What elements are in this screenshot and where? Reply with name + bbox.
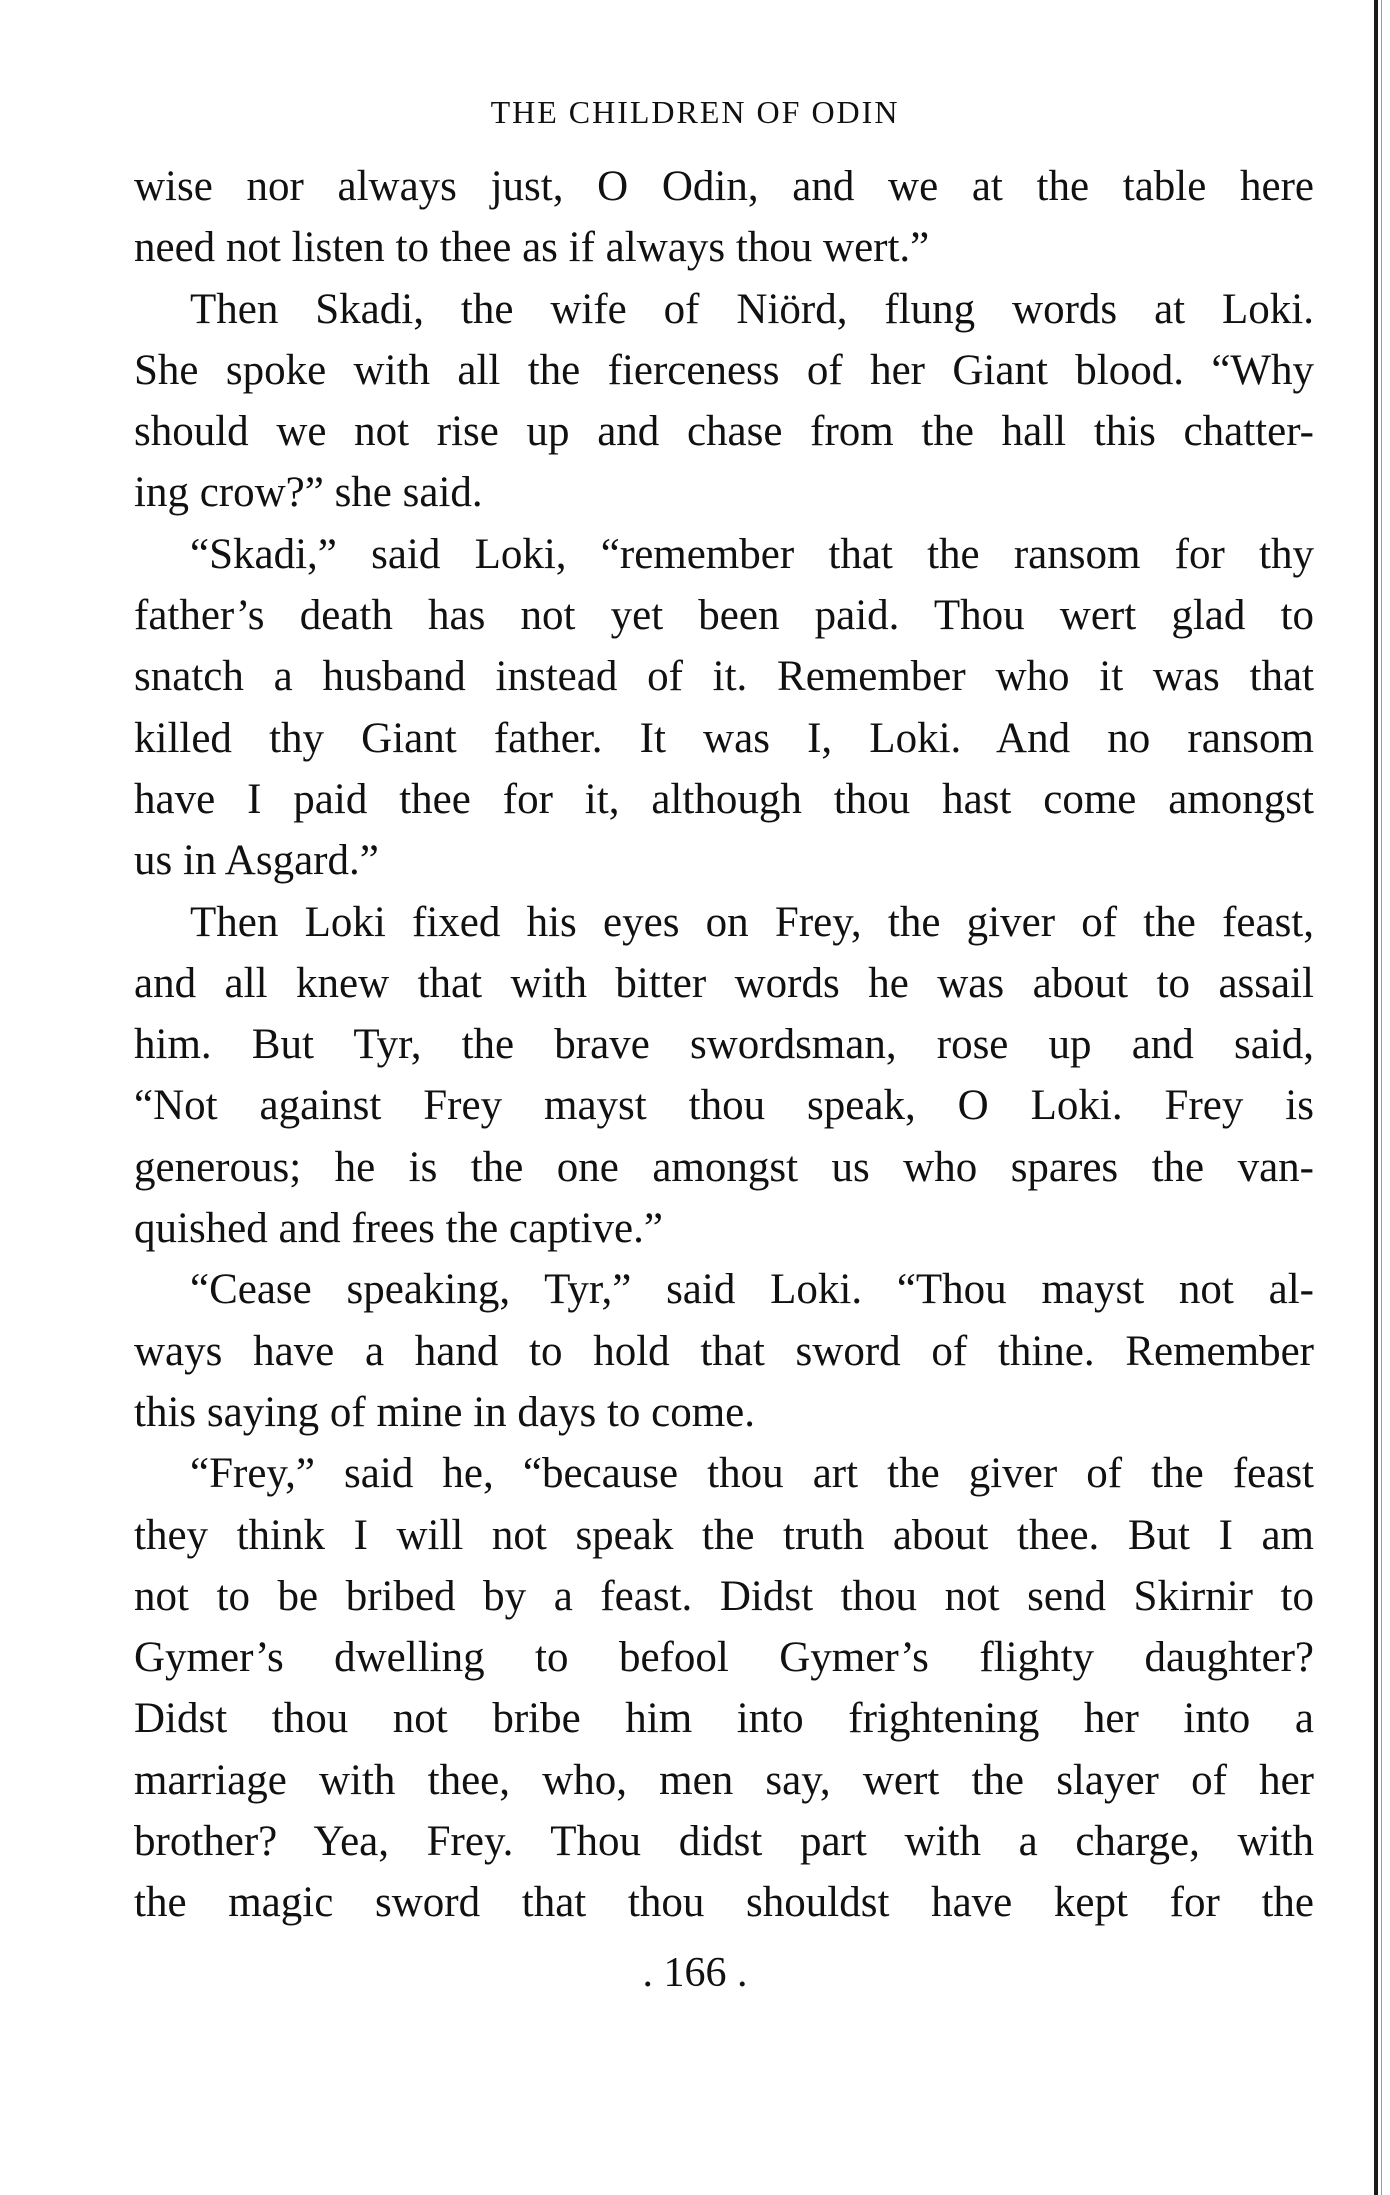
text-line: and all knew that with bitter words he was about to assail bbox=[134, 959, 1314, 1007]
text-line: ways have a hand to hold that sword of thine. Remember bbox=[134, 1327, 1314, 1375]
text-line: killed thy Giant father. It was I, Loki. And no ransom bbox=[134, 714, 1314, 762]
text-line: “Cease speaking, Tyr,” said Loki. “Thou mayst not al- bbox=[190, 1266, 1314, 1314]
text-line: not to be bribed by a feast. Didst thou not send Skirnir to bbox=[134, 1572, 1314, 1620]
body-text bbox=[134, 156, 1314, 1934]
text-line: quished and frees the captive.” bbox=[134, 1205, 663, 1253]
text-line: snatch a husband instead of it. Remember who it was that bbox=[134, 653, 1314, 701]
text-line: Gymer’s dwelling to befool Gymer’s flighty daughter? bbox=[134, 1634, 1314, 1682]
text-line: marriage with thee, who, men say, wert the slayer of her bbox=[134, 1756, 1314, 1804]
text-line: should we not rise up and chase from the hall this chatter- bbox=[134, 408, 1314, 456]
text-line: need not listen to thee as if always thou wert.” bbox=[134, 224, 930, 272]
text-line: this saying of mine in days to come. bbox=[134, 1388, 756, 1436]
text-line: Then Skadi, the wife of Niörd, flung words at Loki. bbox=[190, 285, 1314, 333]
text-line: they think I will not speak the truth about thee. But I am bbox=[134, 1511, 1314, 1559]
text-line: wise nor always just, O Odin, and we at the table here bbox=[134, 163, 1314, 210]
text-line: Then Loki fixed his eyes on Frey, the giver of the feast, bbox=[190, 898, 1314, 946]
text-line: She spoke with all the fierceness of her Giant blood. “Why bbox=[134, 346, 1314, 394]
text-line: him. But Tyr, the brave swordsman, rose up and said, bbox=[134, 1021, 1314, 1069]
page-number: . 166 . bbox=[642, 1950, 748, 1996]
text-line: ing crow?” she said. bbox=[134, 469, 483, 517]
running-head: THE CHILDREN OF ODIN bbox=[490, 94, 900, 130]
text-line: us in Asgard.” bbox=[134, 837, 379, 885]
text-line: “Frey,” said he, “because thou art the giver of the feast bbox=[190, 1450, 1314, 1498]
text-line: have I paid thee for it, although thou hast come amongst bbox=[134, 775, 1314, 823]
text-line: father’s death has not yet been paid. Thou wert glad to bbox=[134, 592, 1314, 640]
text-line: “Not against Frey mayst thou speak, O Loki. Frey is bbox=[134, 1082, 1314, 1130]
text-line: the magic sword that thou shouldst have kept for the bbox=[134, 1879, 1314, 1927]
page-edge-line bbox=[1381, 0, 1382, 2195]
text-line: Didst thou not bribe him into frightening her into a bbox=[134, 1695, 1314, 1743]
text-line: generous; he is the one amongst us who spares the van- bbox=[134, 1143, 1314, 1191]
page-edge-shadow bbox=[1374, 0, 1378, 2195]
text-line: “Skadi,” said Loki, “remember that the ransom for thy bbox=[190, 530, 1314, 578]
text-line: brother? Yea, Frey. Thou didst part with a charge, with bbox=[134, 1818, 1314, 1866]
